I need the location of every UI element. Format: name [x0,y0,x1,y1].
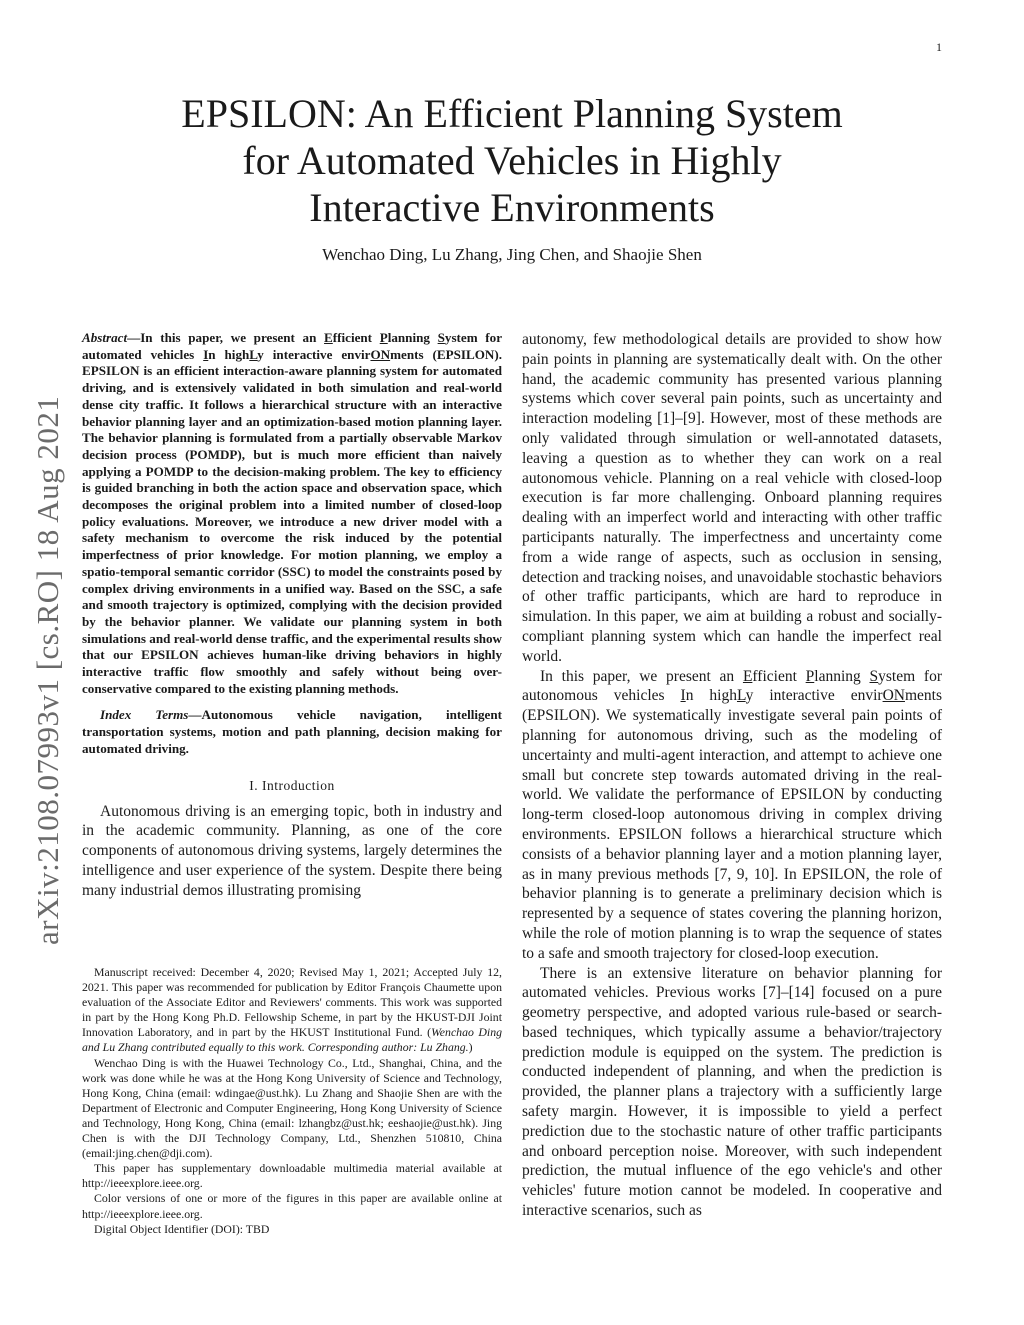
left-column [82,330,502,901]
abstract: Abstract—In this paper, we present an Efficient Planning System for automated vehicles In highLy interactive envirONments (EPSILON). EPSILON is an efficient interaction-aware planning system for automated driving, and is extensively validated in both simulation and real-world dense city traffic. It follows a hierarchical structure with an interactive behavior planning layer and an optimization-based motion planning layer. The behavior planning is formulated from a partially observable Markov decision process (POMDP), but is much more efficient than naively applying a POMDP to the decision-making problem. The key to efficiency is guided branching in both the action space and observation space, which decomposes the original problem into a limited number of closed-loop policy evaluations. Moreover, we introduce a new driver model with a safety mechanism to overcome the risk induced by the potential imperfectness of prior knowledge. For motion planning, we employ a spatio-temporal semantic corridor (SSC) to model the constraints posed by complex driving environments in a unified way. Based on the SSC, a safe and smooth trajectory is optimized, complying with the decision provided by the behavior planner. We validate our planning system in both simulations and real-world dense traffic, and the experimental results show that our EPSILON achieves human-like driving behaviors in highly interactive traffic flow smoothly and safely without being over-conservative compared to the existing planning methods. [82,330,503,696]
footnote-affiliations: Wenchao Ding is with the Huawei Technology Co., Ltd., Shanghai, China, and the work was done while he was at the Hong Kong University of Science and Technology, Hong Kong, China (email: wdingae@ust.hk). Lu Zhang and Shaojie Shen are with the Department of Electronic and Computer Engineering, Hong Kong University of Science and Technology, Hong Kong, China (email: lzhangbz@ust.hk; eeshaojie@ust.hk). Jing Chen is with the DJI Technology Company, Ltd., Shenzhen 510810, China (email:jing.chen@dji.com). [82,1055,502,1161]
section-heading-introduction: I. Introduction [249,777,335,793]
arxiv-identifier[interactable]: arXiv:2108.07993v1 [cs.RO] 18 Aug 2021 [30,395,65,945]
body-paragraph-2: In this paper, we present an Efficient Planning System for autonomous vehicles In highLy interactive envirONments (EPSILON). We systematically investigate several pain points of planning for autonomous driving, such as the modeling of uncertainty and multi-agent interaction, and attempt to achieve one small but concrete step towards automated driving in the real-world. We validate the performance of EPSILON by conducting long-term closed-loop autonomous driving in complex driving environments. EPSILON follows a hierarchical structure which consists of a behavior planning layer and a motion planning layer, as in many previous methods [7, 9, 10]. In EPSILON, the role of behavior planning is to generate a preliminary decision which is represented by a sequence of states covering the planning horizon, while the role of motion planning is to wrap the sequence of states to a safe and smooth trajectory for closed-loop execution. [522,667,942,962]
paper-title [100,90,924,231]
right-column [522,330,942,1221]
body-paragraph-1: autonomy, few methodological details are provided to show how pain points in planning are systematically dealt with. On the other hand, the academic community has presented various planning systems which cover several pain points, such as uncertainty and interaction modeling [1]–[9]. However, most of these methods are only validated through simulation or well-annotated datasets, leaving a question as to whether they can work on a real autonomous vehicle. Planning on a real vehicle with closed-loop execution is far more challenging. Onboard planning requires dealing with an imperfect world and interacting with other traffic participants naturally. The imperfectness and uncertainty come from a wide range of aspects, such as occlusion in sensing, detection and tracking noises, and unavoidable stochastic behaviors of other traffic participants, which are hard to reproduce in simulation. In this paper, we aim at building a robust and socially-compliant planning system which can handle the imperfect real world. [522,331,942,665]
footnotes [82,965,502,1237]
index-terms: Index Terms—Autonomous vehicle navigation, intelligent transportation systems, motion and path planning, decision making for automated driving. [82,707,502,756]
title-line-1: EPSILON: An Efficient Planning System [181,91,843,136]
page-number: 1 [936,40,942,54]
index-terms-label: Index Terms [100,707,189,723]
abstract-label: Abstract [82,330,128,345]
title-line-3: Interactive Environments [309,185,715,230]
author-list: Wenchao Ding, Lu Zhang, Jing Chen, and Shaojie Shen [322,245,702,264]
footnote-supplementary: This paper has supplementary downloadable multimedia material available at http://ieeexplore.ieee.org. [82,1161,502,1191]
body-paragraph-3: There is an extensive literature on behavior planning for automated vehicles. Previous works [7]–[14] focused on a pure geometry perspective, and adopted various rule-based or search-based techniques, which typically assume a behavior/trajectory prediction module is equipped on the system. The prediction is conducted independent of planning, and when the prediction is provided, the planner plans a trajectory with a sufficiently large safety margin. However, it is impossible to yield a perfect prediction due to the stochastic nature of other traffic participants and onboard perception noise. Moreover, with such independent prediction, the mutual influence of the ego vehicle's and other vehicles' future motion cannot be modeled. In cooperative and interactive scenarios, such as [522,964,942,1220]
footnote-manuscript: Manuscript received: December 4, 2020; Revised May 1, 2021; Accepted July 12, 2021. This paper was recommended for publication by Editor François Chaumette upon evaluation of the Associate Editor and Reviewers' comments. This work was supported in part by the Hong Kong Ph.D. Fellowship Scheme, in part by the HKUST-DJI Joint Innovation Laboratory, and in part by the HKUST Institutional Fund. (Wenchao Ding and Lu Zhang contributed equally to this work. Corresponding author: Lu Zhang.) [82,965,502,1055]
title-line-2: for Automated Vehicles in Highly [242,138,782,183]
intro-paragraph: Autonomous driving is an emerging topic, both in industry and in the academic community. Planning, as one of the core components of autonomous driving systems, largely determines the intelligence and user experience of the system. Despite there being many industrial demos illustrating promising [82,802,502,899]
footnote-doi: Digital Object Identifier (DOI): TBD [94,1221,270,1236]
footnote-color-versions: Color versions of one or more of the figures in this paper are available online at http://ieeexplore.ieee.org. [82,1191,502,1221]
